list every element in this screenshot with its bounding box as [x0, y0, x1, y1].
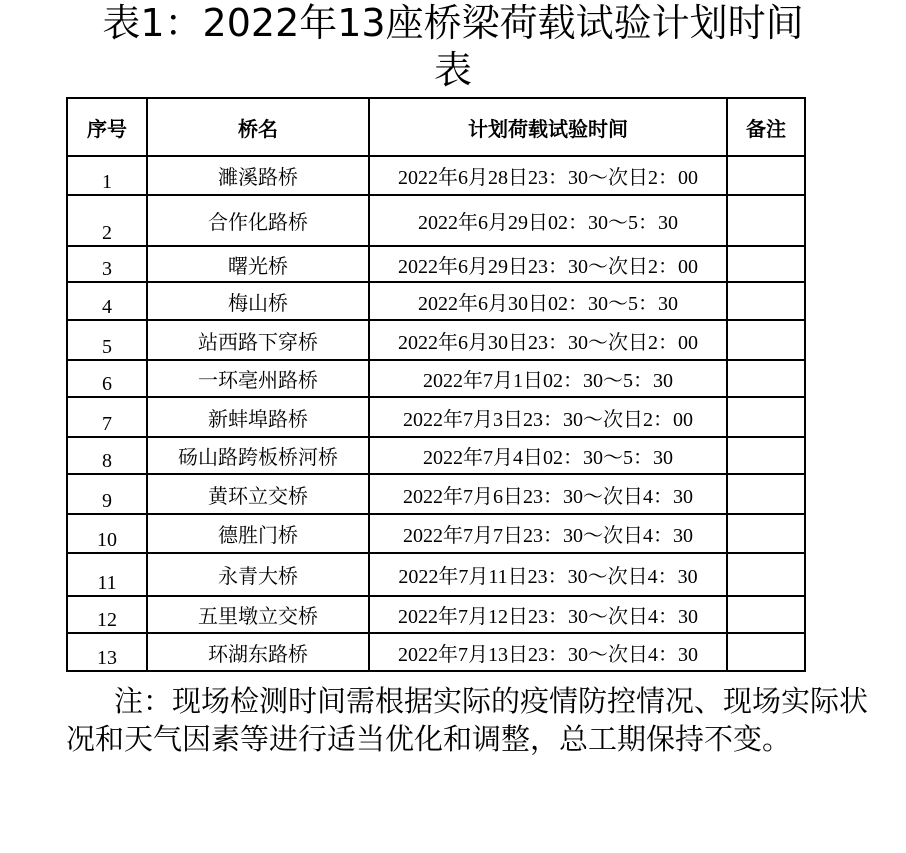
- table-row: [67, 397, 805, 437]
- row-number-cell: 6: [67, 360, 147, 397]
- planned-time-cell: 2022年7月11日23：30～次日4：30: [369, 553, 727, 596]
- title-line-1: 表1：2022年13座桥梁荷载试验计划时间: [102, 1, 804, 45]
- remarks-cell: [727, 360, 805, 397]
- bridge-name-cell: 黄环立交桥: [147, 474, 369, 514]
- bridge-name-cell: 一环亳州路桥: [147, 360, 369, 397]
- row-number-cell: 3: [67, 246, 147, 282]
- row-number-cell: 8: [67, 437, 147, 474]
- document-title: [0, 0, 906, 94]
- planned-time-cell: 2022年7月3日23：30～次日2：00: [369, 397, 727, 437]
- remarks-cell: [727, 514, 805, 553]
- remarks-cell: [727, 437, 805, 474]
- table-row: [67, 553, 805, 596]
- header-no: 序号: [67, 98, 147, 156]
- table-row: [67, 246, 805, 282]
- row-number-cell: 1: [67, 156, 147, 195]
- bridge-name-cell: 五里墩立交桥: [147, 596, 369, 633]
- remarks-cell: [727, 553, 805, 596]
- bridge-name-cell: 新蚌埠路桥: [147, 397, 369, 437]
- row-number-cell: 10: [67, 514, 147, 553]
- table-row: [67, 633, 805, 671]
- planned-time-cell: 2022年6月30日23：30～次日2：00: [369, 320, 727, 360]
- table-row: [67, 596, 805, 633]
- bridge-name-cell: 濉溪路桥: [147, 156, 369, 195]
- planned-time-cell: 2022年6月29日23：30～次日2：00: [369, 246, 727, 282]
- remarks-cell: [727, 282, 805, 320]
- table-row: [67, 282, 805, 320]
- row-number-cell: 13: [67, 633, 147, 671]
- table-row: [67, 320, 805, 360]
- planned-time-cell: 2022年6月29日02：30～5：30: [369, 195, 727, 246]
- header-planned-time: 计划荷载试验时间: [369, 98, 727, 156]
- table-row: [67, 437, 805, 474]
- table-row: [67, 514, 805, 553]
- table-header-row: [67, 98, 805, 156]
- remarks-cell: [727, 156, 805, 195]
- planned-time-cell: 2022年7月12日23：30～次日4：30: [369, 596, 727, 633]
- footnote: 注：现场检测时间需根据实际的疫情防控情况、现场实际状况和天气因素等进行适当优化和调整，总工期保持不变。: [66, 684, 869, 756]
- bridge-name-cell: 环湖东路桥: [147, 633, 369, 671]
- planned-time-cell: 2022年7月13日23：30～次日4：30: [369, 633, 727, 671]
- row-number-cell: 5: [67, 320, 147, 360]
- remarks-cell: [727, 195, 805, 246]
- bridge-name-cell: 永青大桥: [147, 553, 369, 596]
- planned-time-cell: 2022年7月4日02：30～5：30: [369, 437, 727, 474]
- header-bridge-name: 桥名: [147, 98, 369, 156]
- title-line-2: 表: [433, 48, 472, 92]
- bridge-name-cell: 梅山桥: [147, 282, 369, 320]
- row-number-cell: 7: [67, 397, 147, 437]
- row-number-cell: 12: [67, 596, 147, 633]
- bridge-name-cell: 曙光桥: [147, 246, 369, 282]
- planned-time-cell: 2022年7月1日02：30～5：30: [369, 360, 727, 397]
- header-remarks: 备注: [727, 98, 805, 156]
- bridge-name-cell: 站西路下穿桥: [147, 320, 369, 360]
- planned-time-cell: 2022年6月30日02：30～5：30: [369, 282, 727, 320]
- bridge-name-cell: 德胜门桥: [147, 514, 369, 553]
- remarks-cell: [727, 246, 805, 282]
- table-row: [67, 474, 805, 514]
- planned-time-cell: 2022年6月28日23：30～次日2：00: [369, 156, 727, 195]
- table-row: [67, 195, 805, 246]
- table-row: [67, 360, 805, 397]
- table-row: [67, 156, 805, 195]
- bridge-load-test-schedule-table: [66, 97, 806, 672]
- remarks-cell: [727, 474, 805, 514]
- row-number-cell: 4: [67, 282, 147, 320]
- planned-time-cell: 2022年7月7日23：30～次日4：30: [369, 514, 727, 553]
- remarks-cell: [727, 633, 805, 671]
- remarks-cell: [727, 596, 805, 633]
- remarks-cell: [727, 320, 805, 360]
- row-number-cell: 11: [67, 553, 147, 596]
- bridge-name-cell: 合作化路桥: [147, 195, 369, 246]
- row-number-cell: 9: [67, 474, 147, 514]
- planned-time-cell: 2022年7月6日23：30～次日4：30: [369, 474, 727, 514]
- row-number-cell: 2: [67, 195, 147, 246]
- remarks-cell: [727, 397, 805, 437]
- bridge-name-cell: 砀山路跨板桥河桥: [147, 437, 369, 474]
